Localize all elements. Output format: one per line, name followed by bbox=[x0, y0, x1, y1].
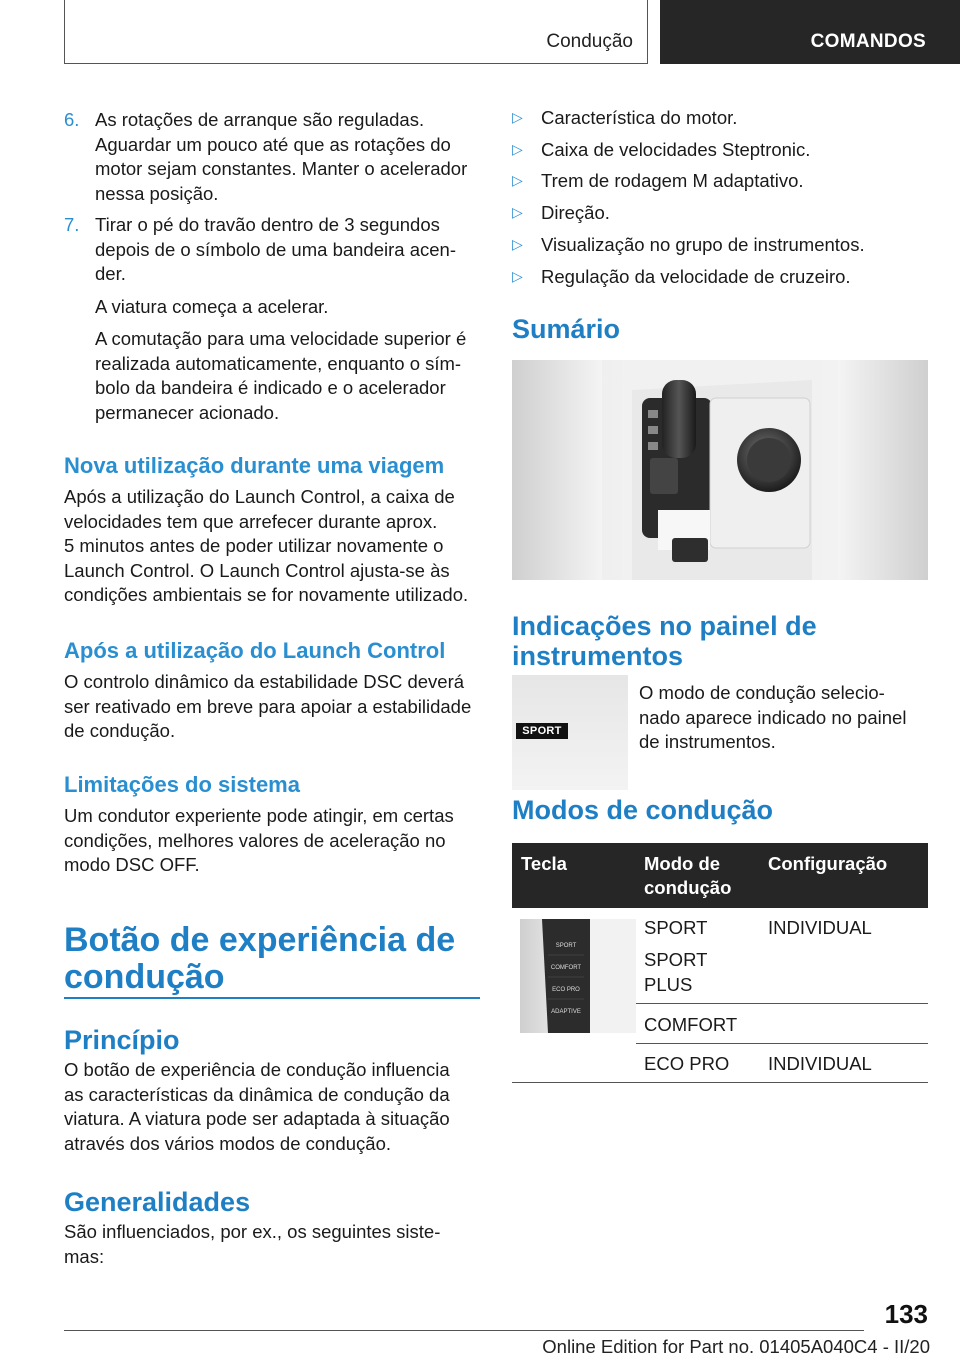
para-line: viatura. A viatura pode ser adaptada à situação bbox=[64, 1108, 450, 1129]
triangle-bullet-icon: ▷ bbox=[512, 204, 523, 220]
section-limitacoes bbox=[64, 771, 484, 878]
table-cell-mode: ECO PRO bbox=[644, 1053, 730, 1074]
header-section-box bbox=[64, 0, 648, 64]
header-cell-modo-line: condução bbox=[644, 877, 732, 898]
step-7-para-line: bolo da bandeira é indicado e o acelerador bbox=[95, 377, 446, 398]
section-modos bbox=[512, 795, 773, 825]
step-6-line: nessa posição. bbox=[95, 182, 219, 204]
chapter-heading-rule bbox=[64, 997, 480, 999]
para-line: mas: bbox=[64, 1245, 105, 1267]
para-line: 5 minutos antes de poder utilizar novamente o bbox=[64, 535, 444, 556]
heading-nova-utilizacao: Nova utilização durante uma viagem bbox=[64, 453, 445, 478]
heading-principio: Princípio bbox=[64, 1025, 180, 1055]
bullet-text: Caixa de velocidades Steptronic. bbox=[541, 139, 811, 160]
instrument-cluster-image bbox=[512, 675, 628, 790]
step-7-para-line: permanecer acionado. bbox=[95, 401, 280, 423]
chapter-heading bbox=[64, 922, 484, 996]
table-bottom-rule bbox=[512, 1082, 928, 1083]
key-label: ADAPTIVE bbox=[551, 1009, 581, 1015]
table-row-divider bbox=[636, 1043, 928, 1044]
mode-keys-illustration bbox=[520, 919, 636, 1033]
step-7-number: 7. bbox=[64, 214, 80, 235]
section-sumario bbox=[512, 314, 620, 344]
heading-limitacoes: Limitações do sistema bbox=[64, 772, 300, 797]
header-chapter-title: COMANDOS bbox=[810, 31, 926, 52]
para-line: condições, melhores valores de aceleração no bbox=[64, 829, 446, 851]
table-row-divider bbox=[636, 1003, 928, 1004]
chapter-title-line: Botão de experiência de bbox=[64, 921, 456, 959]
header-chapter-box bbox=[660, 0, 960, 64]
table-header bbox=[512, 843, 928, 908]
table-cell-config: INDIVIDUAL bbox=[768, 1053, 872, 1074]
para-line: as características da dinâmica de condução da bbox=[64, 1083, 450, 1105]
step-6-line: As rotações de arranque são reguladas. bbox=[95, 109, 425, 130]
para-line: velocidades tem que arrefecer durante aprox. bbox=[64, 510, 438, 532]
step-7-para-line: realizada automaticamente, enquanto o sím- bbox=[95, 352, 462, 374]
para-line: através dos vários modos de condução. bbox=[64, 1132, 392, 1154]
header-cell-modo-line: Modo de bbox=[644, 853, 721, 874]
gear-console-illustration bbox=[512, 360, 928, 580]
para-line: condições ambientais se for novamente utilizado. bbox=[64, 584, 469, 605]
bullet-text: Direção. bbox=[541, 202, 610, 223]
section-generalidades bbox=[64, 1187, 484, 1269]
step-7-line: depois de o símbolo de uma bandeira acen- bbox=[95, 238, 456, 260]
key-label: SPORT bbox=[555, 943, 577, 949]
step-6-number: 6. bbox=[64, 109, 80, 130]
section-nova-utilizacao bbox=[64, 452, 484, 608]
triangle-bullet-icon: ▷ bbox=[512, 236, 523, 252]
bullet-text: Visualização no grupo de instrumentos. bbox=[541, 234, 865, 255]
para-line: ser reativado em breve para apoiar a estabilidade bbox=[64, 695, 472, 717]
table-cell-mode-line: SPORT bbox=[644, 949, 708, 970]
triangle-bullet-icon: ▷ bbox=[512, 141, 523, 157]
step-7-line: Tirar o pé do travão dentro de 3 segundos bbox=[95, 214, 440, 235]
triangle-bullet-icon: ▷ bbox=[512, 268, 523, 284]
step-6-line: motor sejam constantes. Manter o acelerador bbox=[95, 158, 468, 179]
table-cell-config: INDIVIDUAL bbox=[768, 917, 872, 938]
section-indicacoes bbox=[512, 611, 928, 671]
para-line: O modo de condução selecio- bbox=[639, 682, 885, 703]
footer-edition: Online Edition for Part no. 01405A040C4 - II/20 bbox=[542, 1336, 930, 1357]
footer-rule bbox=[64, 1330, 864, 1331]
section-apos-launch bbox=[64, 637, 484, 744]
para-line: O botão de experiência de condução influencia bbox=[64, 1059, 450, 1080]
para-line: nado aparece indicado no painel bbox=[639, 706, 907, 728]
heading-apos-launch: Após a utilização do Launch Control bbox=[64, 638, 446, 663]
step-7-note: A viatura começa a acelerar. bbox=[95, 295, 329, 317]
sport-mode-badge: SPORT bbox=[516, 723, 568, 739]
para-line: de condução. bbox=[64, 720, 176, 741]
triangle-bullet-icon: ▷ bbox=[512, 109, 523, 125]
heading-indicacoes-line: Indicações no painel de bbox=[512, 611, 817, 641]
para-line: Um condutor experiente pode atingir, em certas bbox=[64, 805, 454, 826]
mode-keys-image bbox=[520, 919, 636, 1033]
table-cell-mode: SPORT bbox=[644, 917, 708, 938]
header-cell-configuracao: Configuração bbox=[768, 853, 888, 874]
para-line: Após a utilização do Launch Control, a caixa de bbox=[64, 486, 455, 507]
heading-generalidades: Generalidades bbox=[64, 1187, 251, 1217]
step-7-line: der. bbox=[95, 263, 126, 284]
header-cell-modo bbox=[644, 852, 731, 900]
key-label: COMFORT bbox=[550, 965, 582, 971]
para-line: São influenciados, por ex., os seguintes siste- bbox=[64, 1221, 441, 1242]
para-line: modo DSC OFF. bbox=[64, 854, 200, 875]
indicacoes-description bbox=[639, 681, 929, 755]
page-number: 133 bbox=[884, 1299, 928, 1329]
heading-sumario: Sumário bbox=[512, 314, 621, 344]
table-cell-mode bbox=[644, 947, 707, 997]
bullet-text: Característica do motor. bbox=[541, 107, 738, 128]
bullet-text: Regulação da velocidade de cruzeiro. bbox=[541, 266, 851, 287]
heading-indicacoes-line: instrumentos bbox=[512, 641, 684, 671]
table-cell-mode-line: PLUS bbox=[644, 974, 693, 995]
gear-console-image bbox=[512, 360, 928, 580]
para-line: de instrumentos. bbox=[639, 731, 776, 752]
bullet-text: Trem de rodagem M adaptativo. bbox=[541, 170, 804, 191]
section-principio bbox=[64, 1025, 484, 1156]
chapter-title-line: condução bbox=[64, 958, 225, 996]
triangle-bullet-icon: ▷ bbox=[512, 172, 523, 188]
para-line: Launch Control. O Launch Control ajusta-se às bbox=[64, 559, 450, 581]
step-6-line: Aguardar um pouco até que as rotações do bbox=[95, 133, 451, 155]
step-7-para-line: A comutação para uma velocidade superior é bbox=[95, 328, 467, 349]
key-label: ECO PRO bbox=[552, 987, 580, 993]
para-line: O controlo dinâmico da estabilidade DSC deverá bbox=[64, 671, 465, 692]
header-section-title: Condução bbox=[546, 31, 633, 52]
header-cell-tecla: Tecla bbox=[521, 853, 567, 874]
heading-modos: Modos de condução bbox=[512, 795, 774, 825]
table-cell-mode: COMFORT bbox=[644, 1014, 738, 1035]
